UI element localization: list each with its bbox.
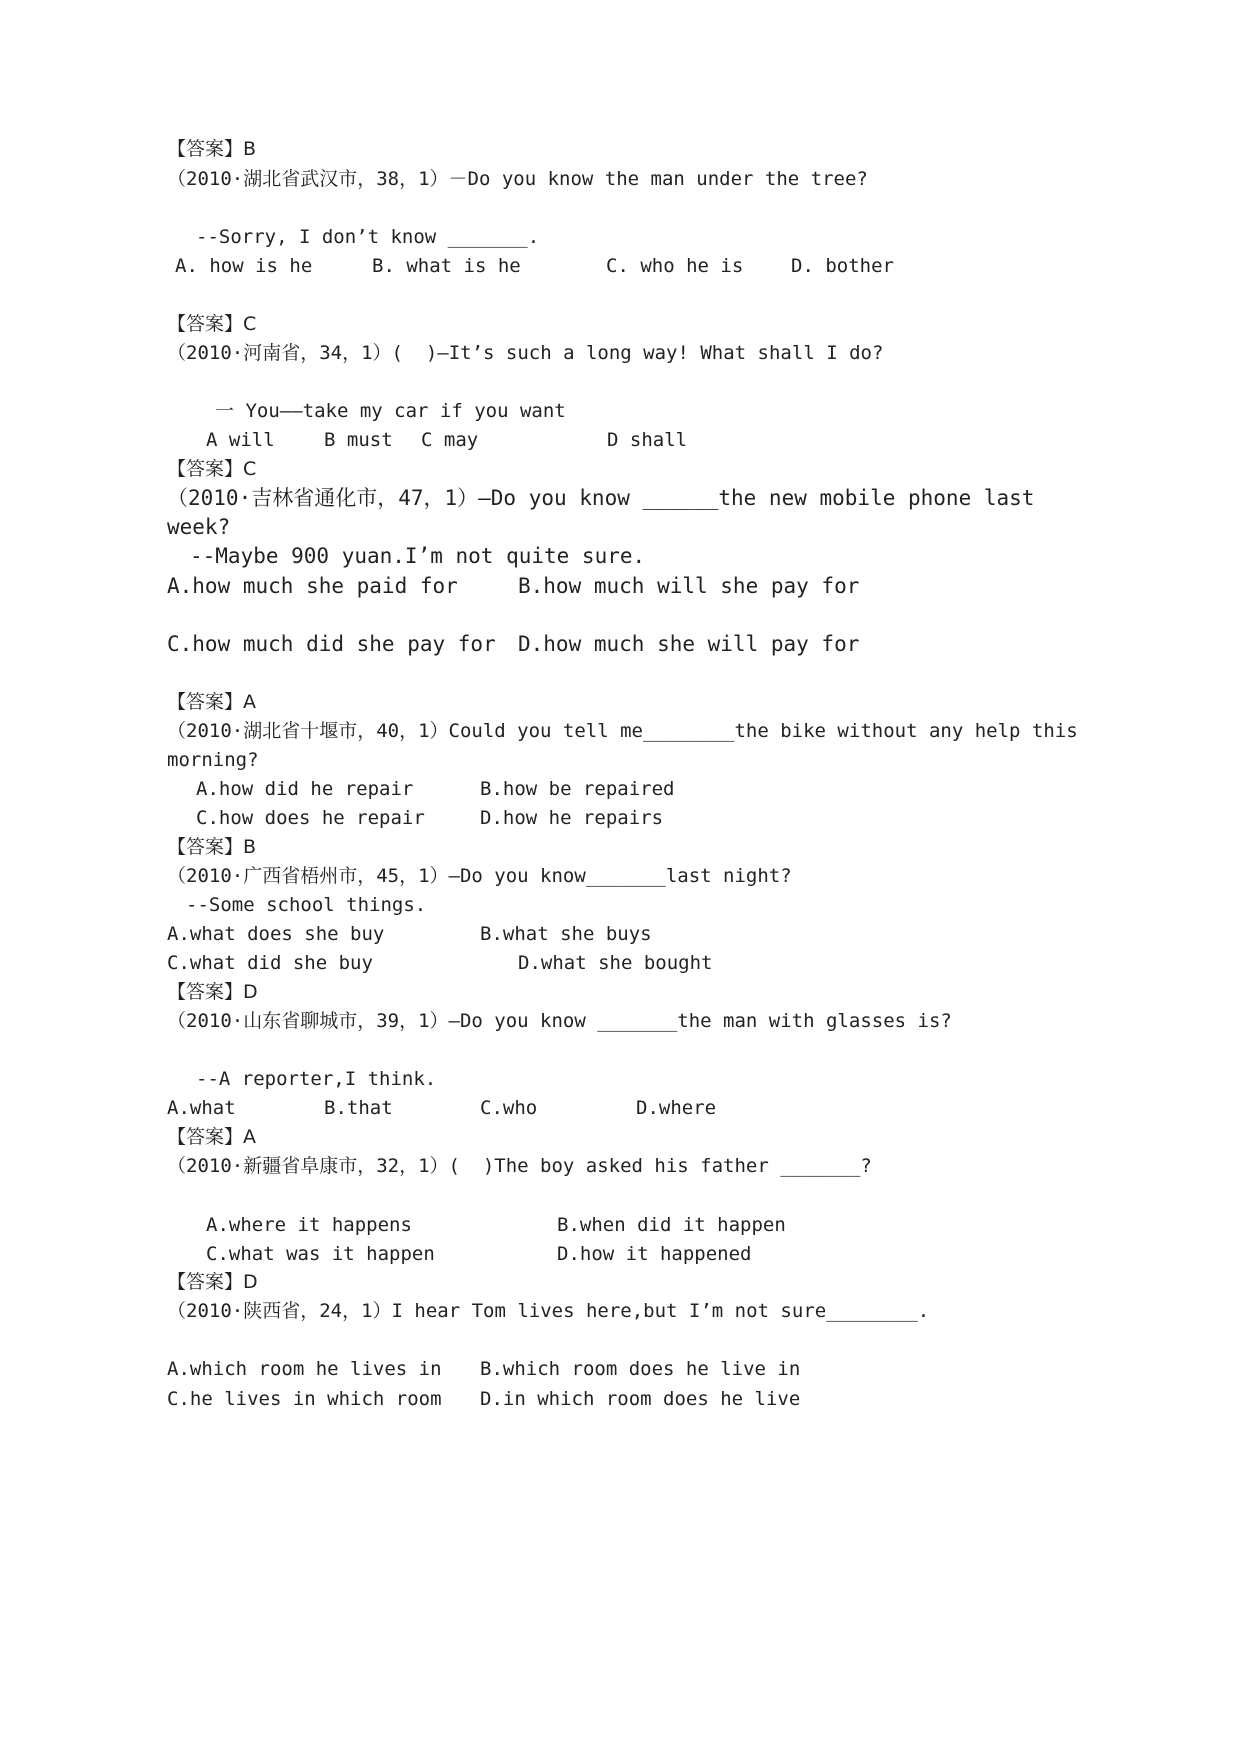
question-reply: 一 You——take my car if you want [215, 400, 566, 422]
question-stem: （2010·河南省，34，1）( )—It’s such a long way! What shall I do? [167, 342, 884, 364]
option-a: A.how much she paid for [167, 574, 458, 598]
option-a: A. how is he [175, 255, 313, 277]
option-b: B.which room does he live in [480, 1358, 801, 1380]
option-b: B.that [324, 1097, 393, 1119]
question-stem: （2010·新疆省阜康市，32，1）( )The boy asked his father _______? [167, 1155, 872, 1177]
option-d: D.how it happened [557, 1243, 752, 1265]
option-c: C.how does he repair [196, 807, 425, 829]
option-d: D shall [607, 429, 688, 451]
option-c: C. who he is [606, 255, 744, 277]
answer-label: 【答案】C [167, 313, 257, 335]
option-b: B.how much will she pay for [518, 574, 860, 598]
question-stem-continued: morning? [167, 749, 259, 771]
answer-label: 【答案】D [167, 981, 258, 1003]
option-d: D.how he repairs [480, 807, 664, 829]
question-stem: （2010·陕西省，24，1）I hear Tom lives here,but I’m not sure________. [167, 1300, 930, 1322]
question-reply: --Maybe 900 yuan.I’m not quite sure. [190, 544, 646, 568]
answer-label: 【答案】B [167, 836, 257, 858]
option-a: A.where it happens [206, 1214, 412, 1236]
option-c: C.he lives in which room [167, 1388, 442, 1410]
option-d: D.where [636, 1097, 717, 1119]
option-d: D. bother [791, 255, 894, 277]
option-a: A will [206, 429, 275, 451]
option-a: A.what does she buy [167, 923, 385, 945]
option-a: A.which room he lives in [167, 1358, 442, 1380]
question-stem-continued: week? [167, 515, 231, 539]
option-c: C.who [480, 1097, 538, 1119]
option-c: C may [421, 429, 479, 451]
question-reply: --A reporter,I think. [196, 1068, 437, 1090]
answer-label: 【答案】A [167, 1126, 256, 1148]
answer-label: 【答案】C [167, 458, 257, 480]
option-a: A.how did he repair [196, 778, 414, 800]
option-b: B.how be repaired [480, 778, 675, 800]
question-stem: （2010·湖北省十堰市，40，1）Could you tell me________the bike without any help this [167, 720, 1078, 742]
option-b: B. what is he [372, 255, 521, 277]
question-reply: --Sorry, I don’t know _______. [196, 226, 540, 248]
question-stem: （2010·吉林省通化市，47，1）—Do you know ______the new mobile phone last [167, 486, 1035, 510]
answer-label: 【答案】B [167, 138, 257, 160]
option-d: D.in which room does he live [480, 1388, 801, 1410]
option-c: C.how much did she pay for [167, 632, 496, 656]
option-c: C.what was it happen [206, 1243, 435, 1265]
option-a: A.what [167, 1097, 236, 1119]
question-reply: --Some school things. [186, 894, 427, 916]
question-stem: （2010·湖北省武汉市，38，1）－Do you know the man under the tree? [167, 168, 868, 190]
option-c: C.what did she buy [167, 952, 373, 974]
option-b: B must [324, 429, 393, 451]
option-d: D.what she bought [518, 952, 713, 974]
answer-label: 【答案】D [167, 1271, 258, 1293]
answer-label: 【答案】A [167, 691, 256, 713]
question-stem: （2010·广西省梧州市，45，1）—Do you know_______last night? [167, 865, 792, 887]
question-stem: （2010·山东省聊城市，39，1）—Do you know _______the man with glasses is? [167, 1010, 952, 1032]
option-d: D.how much she will pay for [518, 632, 860, 656]
option-b: B.when did it happen [557, 1214, 786, 1236]
option-b: B.what she buys [480, 923, 652, 945]
